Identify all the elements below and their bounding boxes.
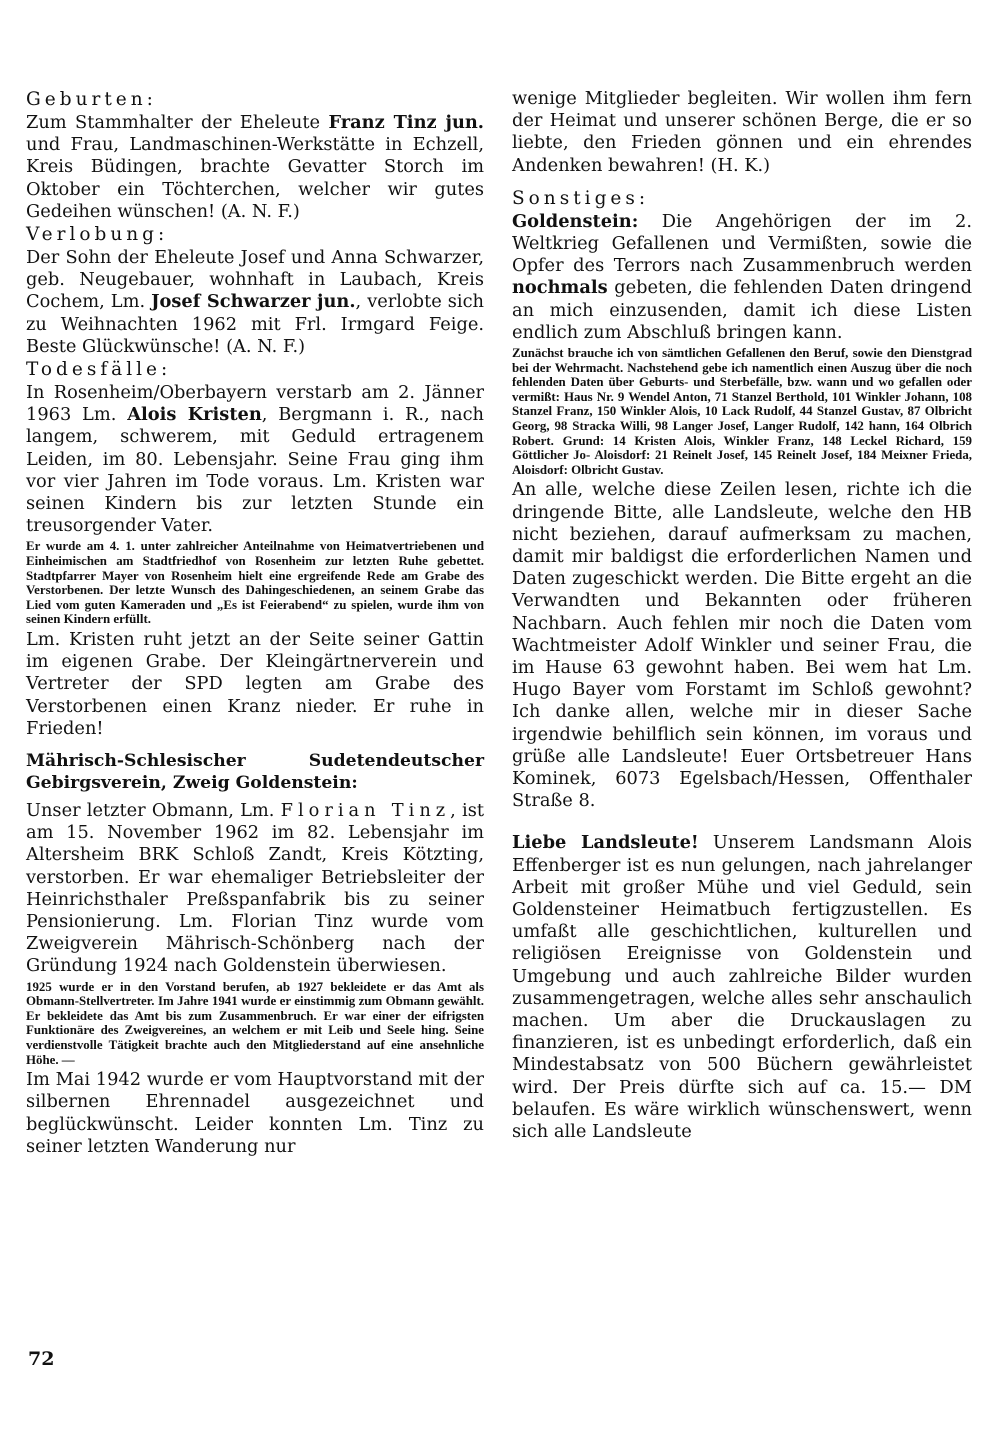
right-column: [512, 88, 972, 1143]
misc-small-print: Zunächst brauche ich von sämtlichen Gefallenen den Beruf, sowie den Dienstgrad bei der Wehrmacht. Nachstehend gebe ich namentlich einen Auszug über die noch fehlenden Daten über Geburts- und Sterbefälle, bzw. wann und wo gefallen oder vermißt: Haus Nr. 9 Wendel Anton, 71 Stanzel Berthold, 101 Winkler Johann, 108 Stanzel Franz, 150 Winkler Alois, 10 Lack Rudolf, 44 Stanzel Gustav, 87 Olbricht Georg, 98 Stracka Willi, 98 Langer Josef, Langer Rudolf, 142 hann, 164 Olbrich Robert. Grund: 14 Kristen Alois, Winkler Franz, 148 Leckel Richard, 159 Göttlicher Jo- Aloisdorf: 21 Reinelt Josef, 145 Reinelt Josef, 184 Meixner Frieda, Aloisdorf: Olbricht Gustav.: [512, 346, 972, 477]
page-number: 72: [28, 1348, 55, 1370]
misc-heading: Sonstiges:: [512, 187, 650, 209]
book-lead: Liebe Landsleute!: [512, 832, 699, 854]
engagement-paragraph: [26, 247, 484, 358]
continued-paragraph: wenige Mitglieder begleiten. Wir wollen ihm fern der Heimat und unserer schönen Berge, die er so liebte, den Frieden gönnen und ein ehrendes Andenken bewahren! (H. K.): [512, 88, 972, 176]
club-name: Florian Tinz: [280, 800, 451, 822]
misc-bold: nochmals: [512, 277, 608, 299]
misc-lead: Goldenstein:: [512, 210, 639, 232]
deaths-small-print: Er wurde am 4. 1. unter zahlreicher Anteilnahme von Heimatvertriebenen und Einheimischen am Stadtfriedhof von Rosenheim zur letzten Ruhe gebettet. Stadtpfarrer Mayer von Rosenheim hielt eine ergreifende Rede am Grabe des Verstorbenen. Der letzte Wunsch des Dahingeschiedenen, an seinem Grabe das Lied vom guten Kameraden und „Es ist Feierabend“ zu spielen, wurde ihm von seinen Kindern erfüllt.: [26, 539, 484, 627]
deaths-text-cont: , Bergmann i. R., nach langem, schwerem, mit Geduld ertragenem Leiden, im 80. Lebensjahr. Seine Frau ging ihm vor vier Jahren im Tode voraus. Lm. Kristen war seinen Kindern bis zur letzten Stunde ein treusorgender Vater.: [26, 404, 484, 537]
deaths-paragraph: [26, 382, 484, 537]
club-paragraph-end: Im Mai 1942 wurde er vom Hauptvorstand mit der silbernen Ehrennadel ausgezeichnet und beglückwünscht. Leider konnten Lm. Tinz zu seiner letzten Wanderung nur: [26, 1069, 484, 1157]
engagement-text-cont: , verlobte sich zu Weihnachten 1962 mit Frl. Irmgard Feige. Beste Glückwünsche! (A. N. F.): [26, 291, 484, 357]
misc-paragraph-end: An alle, welche diese Zeilen lesen, richte ich die dringende Bitte, alle Landsleute, welche den HB nicht beziehen, darauf aufmerksam zu machen, damit mir baldigst die erforderlichen Namen und Daten zugeschickt werden. Die Bitte ergeht an die Verwandten und Bekannten oder früheren Nachbarn. Auch fehlen mir noch die Daten vom Wachtmeister Adolf Winkler und seiner Frau, die im Hause 63 gewohnt haben. Bei wem hat Lm. Hugo Bayer vom Forstamt im Schloß gewohnt? Ich danke allen, welche mir in dieser Sache irgendwie behilflich sein können, im voraus und grüße alle Landsleute! Euer Ortsbetreuer Hans Kominek, 6073 Egelsbach/Hessen, Offenthaler Straße 8.: [512, 479, 972, 812]
engagement-text: Der Sohn der Eheleute Josef und Anna Schwarzer, geb. Neugebauer, wohnhaft in Laubach, Kreis Cochem, Lm.: [26, 247, 484, 313]
engagement-heading: Verlobung:: [26, 224, 169, 246]
births-text: Zum Stammhalter der Eheleute: [26, 112, 329, 133]
births-paragraph: [26, 112, 484, 223]
births-text-cont: und Frau, Landmaschinen-Werkstätte in Echzell, Kreis Büdingen, brachte Gevatter Storch im Oktober ein Töchterchen, welcher wir gutes Gedeihen wünschen! (A. N. F.): [26, 134, 484, 222]
club-heading: Mährisch-Schlesischer Sudetendeutscher Gebirgsverein, Zweig Goldenstein:: [26, 751, 484, 794]
deaths-name: Alois Kristen: [127, 404, 262, 426]
deaths-heading: Todesfälle:: [26, 359, 172, 381]
deaths-paragraph-end: Lm. Kristen ruht jetzt an der Seite seiner Gattin im eigenen Grabe. Der Kleingärtnerverein und Vertreter der SPD legten am Grabe des Verstorbenen einen Kranz nieder. Er ruhe in Frieden!: [26, 629, 484, 739]
births-heading: Geburten:: [26, 89, 157, 110]
deaths-text: In Rosenheim/Oberbayern verstarb am 2. Jänner 1963 Lm.: [26, 382, 484, 426]
misc-text: Die Angehörigen der im 2. Weltkrieg Gefallenen und Vermißten, sowie die Opfer des Terrors nach Zusammenbruch werden: [512, 210, 972, 277]
book-text: Unserem Landsmann Alois Effenberger ist es nun gelungen, nach jahrelanger Arbeit mit großer Mühe und viel Geduld, sein Goldensteiner Heimatbuch fertigzustellen. Es umfaßt alle geschichtlichen, kulturellen und religiösen Ereignisse von Goldenstein und Umgebung und auch zahlreiche Bilder wurden zusammengetragen, welche alles sehr anschaulich machen. Um aber die Druckauslagen zu finanzieren, ist es unbedingt erforderlich, daß ein Mindestabsatz von 500 Büchern gewährleistet wird. Der Preis dürfte sich auf ca. 15.— DM belaufen. Es wäre wirklich wünschenswert, wenn sich alle Landsleute: [512, 832, 972, 1143]
left-column: [26, 88, 484, 1158]
club-text: Unser letzter Obmann, Lm.: [26, 800, 281, 822]
book-paragraph: [512, 832, 972, 1143]
club-text-cont: , ist am 15. November 1962 im 82. Lebensjahr im Altersheim BRK Schloß Zandt, Kreis Kötzting, verstorben. Er war ehemaliger Betriebsleiter der Heinrichsthaler Preßspanfabrik bis zu seiner Pensionierung. Lm. Florian Tinz wurde vom Zweigverein Mährisch-Schönberg nach der Gründung 1924 nach Goldenstein überwiesen.: [26, 800, 484, 977]
club-paragraph: [26, 800, 484, 978]
births-name: Franz Tinz jun.: [328, 112, 484, 133]
misc-paragraph: [512, 211, 972, 344]
misc-text-cont: gebeten, die fehlenden Daten dringend an mich einzusenden, damit ich diese Listen endlich zum Abschluß bringen kann.: [512, 277, 972, 343]
engagement-name: Josef Schwarzer jun.: [151, 291, 356, 313]
club-small-print: 1925 wurde er in den Vorstand berufen, ab 1927 bekleidete er das Amt als Obmann-Stellvertreter. Im Jahre 1941 wurde er einstimmig zum Obmann gewählt. Er bekleidete das Amt bis zum Zusammenbruch. Er war einer der eifrigsten Funktionäre des Zweigvereines, an welchem er mit Leib und Seele hing. Seine verdienstvolle Tätigkeit brachte auch den Mitgliederstand auf eine ansehnliche Höhe. —: [26, 979, 484, 1067]
